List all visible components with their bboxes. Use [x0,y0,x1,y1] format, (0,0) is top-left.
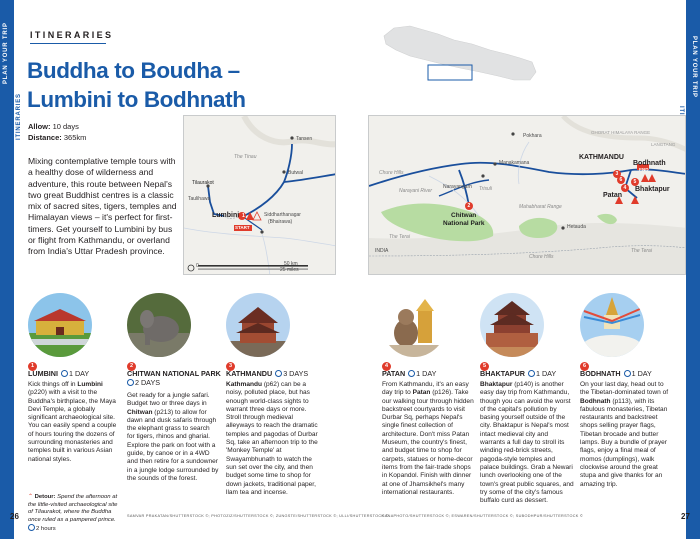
detour-icon: ⌃ [28,494,33,500]
intro-paragraph: Mixing contemplative temple tours with a healthy dose of wilderness and adventure, this route between Nepal's two great Buddhist centres is a classic mix of sacred sites, tigers, temples and Himalayan views – it's perfect for first-timers. Get yourself to Lumbini by bus or flight from Kathmandu, or overland from India's Uttar Pradesh province. [28,156,177,257]
bodhnath-stupa-photo [580,293,644,357]
stop-description: From Kathmandu, it's an easy day trip to Patan (p126). Take our walking tour through hidden backstreet courtyards to visit Durbar Sq, perhaps Nepal's single finest collection of architecture. Don't miss Patan Museum, the country's finest, and budget time to shop for carpets, statues or home-decor items from the fair-trade shops in Kopandol. Finish with dinner at one of Jhamsikhel's many international restaurants. [382,381,474,496]
stop-heading: BODHNATH 1 DAY [580,369,652,378]
map2-number-marker: 4 [623,185,627,191]
map2-label: National Park [443,220,485,227]
page-number-right: 27 [681,512,690,521]
map2-label: The Terai [631,248,652,254]
map2-label: Chure Hills [529,254,554,260]
left-side-tab [0,0,14,539]
stop-number-badge: 1 [28,362,37,371]
stop-description: On your last day, head out to the Tibetan-dominated town of Bodhnath (p113), with its fabulous monasteries, Tibetan restaurants and backstreet shops selling prayer flags, Tibetan brocade and butter lamps. Buy a bundle of prayer flags, enjoy a final meal of momos (dumplings), walk clockwise around the great stupa and give thanks for an amazing trip. [580,381,669,488]
kathmandu-temple-photo [226,293,290,357]
lumbini-map [183,115,336,275]
map2-label: Hetauda [567,224,586,230]
stop-description: Kathmandu (p62) can be a noisy, polluted place, but has enough world-class sights to warrant three days or more. Stroll through medieval alleyways to reach the dramatic temples and pagodas of Durbar Sq, take an afternoon trip to the 'Monkey Temple' at Swayambhunath to watch the sun set over the city, and then budget some time to shop for down jackets, traditional paper, llam tea and incense. [226,381,318,496]
bhaktapur-pagoda-photo [480,293,544,357]
stop-number-badge: 2 [127,362,136,371]
start-badge: START [235,225,250,230]
stop-description: Bhaktapur (p140) is another easy day trip from Kathmandu, though you can avoid the worst of the capital's pollution by basing yourself outside of the city. Bhaktapur is Nepal's most intact medieval city and warrants a full day to stroll its winding red-brick streets, pagoda-style temples and palace buildings. Grab a Newari lunch overlooking one of the town's great public squares, and try some of the city's famous buffalo curd as dessert. [480,381,574,505]
allow-line: Allow: 10 days [28,122,79,131]
map1-label: (Bhairawa) [268,219,293,225]
stop-heading: KATHMANDU 3 DAYS [226,369,309,378]
map2-label: Bodhnath [633,160,666,167]
map2-label: LANGTANG [651,142,676,147]
map2-label: Manakamana [499,160,530,166]
section-label: ITINERARIES [30,30,114,40]
map2-label: Chitwan [451,212,477,219]
map1-label: The Tinau [234,154,257,160]
map2-label: The Terai [389,234,410,240]
map2-label: Bhaktapur [635,186,670,193]
scale-zero: 0 [196,263,199,269]
clock-icon [528,370,535,377]
map2-number-marker: 5 [633,179,637,185]
distance-line: Distance: 365km [28,133,87,142]
patan-monkey-photo [382,293,446,357]
map2-label: Patan [603,192,623,199]
map1-label: Siddharthanagar [264,212,301,218]
stop-heading: PATAN 1 DAY [382,369,437,378]
side-tab-plan-label: PLAN YOUR TRIP [3,22,9,84]
map2-label: Chure Hills [379,170,404,176]
stop-number-badge: 5 [480,362,489,371]
stop-heading: BHAKTAPUR 1 DAY [480,369,557,378]
clock-icon [624,370,631,377]
scale-km: 50 km [284,261,298,267]
clock-icon [28,524,35,531]
scale-miles: 25 miles [280,267,299,273]
stop-description: Kick things off in Lumbini (p220) with a visit to the Buddha's birthplace, the Maya Devi Temple, a globally significant archaeological site. You can easily spend a couple of hours touring the dozens of surrounding monasteries and temples built in various Asian national styles. [28,381,117,463]
kathmandu-region-map [368,115,686,275]
map2-label: INDIA [375,248,389,254]
map2-label: Narayangarh [443,184,472,190]
nepal-locator-map [380,14,540,96]
map2-number-marker: 6 [619,177,623,183]
photo-credits-right: SANAPHOTO/SHUTTERSTOCK ©; ESWAREN/SHUTTERSTOCK ©; SUBODHPUR/SHUTTERSTOCK © [382,514,584,518]
clock-icon [127,379,134,386]
map2-label: Narayani River [399,188,433,194]
stop-heading: LUMBINI 1 DAY [28,369,90,378]
page-title: Buddha to Boudha – Lumbini to Bodhnath [27,58,246,112]
end-badge: END [639,167,649,172]
map2-label: GHORAT HIMALAYA RANGE [591,130,651,135]
clock-icon [408,370,415,377]
detour-note: ⌃ Detour: Spend the afternoon at the little-visited archaeological site of Tilaurakot, where the Buddha once ruled as a pampered prince. 2 hours [28,494,118,533]
clock-icon [61,370,68,377]
stop-number-badge: 4 [382,362,391,371]
right-tab-plan-label: PLAN YOUR TRIP [691,36,697,98]
map2-number-marker: 2 [467,203,471,209]
map2-label: Pokhara [523,133,542,139]
stop-description: Get ready for a jungle safari. Budget two or three days in Chitwan (p213) to allow for dawn and dusk safaris through the elephant grass to search for tigers, rhinos and gharial. Explore the park on foot with a guide, by canoe or in a 4WD and then retire for a sundowner in a jungle lodge surrounded by the sounds of the forest. [127,392,219,482]
map1-number-marker: 1 [242,213,245,219]
map2-number-marker: 3 [615,171,619,177]
clock-icon [275,370,282,377]
stop-number-badge: 6 [580,362,589,371]
photo-credits-left: SAMVAR PRAKATAN/SHUTTERSTOCK ©; PHOTOZIZ/SHUTTERSTOCK ©; ZUNGSTE/SHUTTERSTOCK ©; ULLI/SHUTTERSTOCK © [127,514,389,518]
map1-label: Tilaurakot [192,180,214,186]
stop-number-badge: 3 [226,362,235,371]
stop-heading: CHITWAN NATIONAL PARK [127,369,221,378]
map1-label: Taulihawa [188,196,211,202]
map1-label: Butwal [288,170,304,176]
map2-label: Mahabharat Range [519,204,562,210]
map1-label: Lumbini [212,212,240,219]
right-side-tab [686,0,700,539]
map2-label: KATHMANDU [579,154,624,161]
page-number-left: 26 [10,512,19,521]
map1-label: Tansen [296,136,313,142]
side-tab-itineraries-label: ITINERARIES [16,93,22,140]
section-rule [30,43,106,44]
lumbini-temple-photo [28,293,92,357]
chitwan-elephant-photo [127,293,191,357]
stop-duration: 2 DAYS [127,378,160,387]
map2-label: Trisuli [479,186,492,192]
